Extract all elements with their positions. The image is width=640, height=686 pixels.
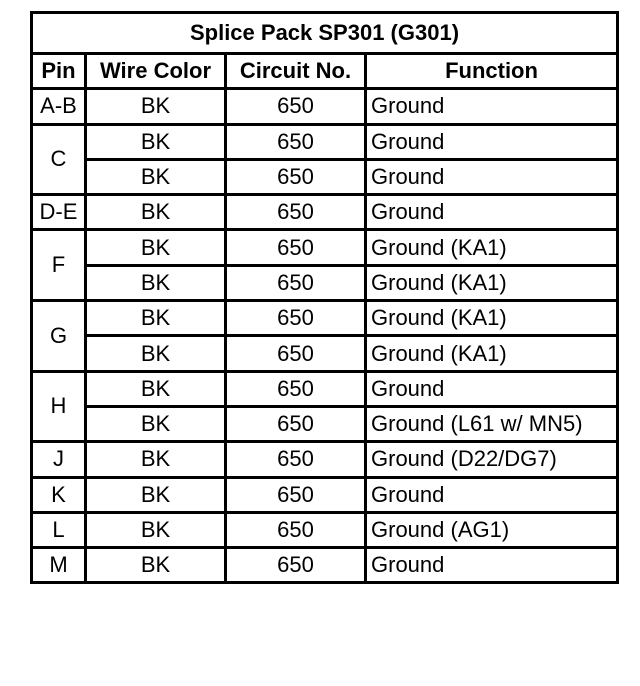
table-row — [32, 371, 618, 406]
table-row — [32, 406, 618, 441]
table-row — [32, 195, 618, 230]
wire-color-cell: BK — [86, 89, 226, 124]
circuit-cell: 650 — [226, 512, 366, 547]
function-cell: Ground (KA1) — [366, 336, 618, 371]
circuit-cell: 650 — [226, 442, 366, 477]
wire-color-cell: BK — [86, 512, 226, 547]
function-cell: Ground (L61 w/ MN5) — [366, 406, 618, 441]
header-row — [32, 54, 618, 89]
function-cell: Ground — [366, 371, 618, 406]
table-row — [32, 265, 618, 300]
circuit-cell: 650 — [226, 124, 366, 159]
wire-color-cell: BK — [86, 548, 226, 583]
table-title: Splice Pack SP301 (G301) — [32, 13, 618, 54]
header-function: Function — [366, 54, 618, 89]
wire-color-cell: BK — [86, 406, 226, 441]
circuit-cell: 650 — [226, 265, 366, 300]
pin-cell: F — [32, 230, 86, 301]
pin-cell: M — [32, 548, 86, 583]
table-row — [32, 124, 618, 159]
header-pin: Pin — [32, 54, 86, 89]
title-row — [32, 13, 618, 54]
table-body — [32, 89, 618, 583]
function-cell: Ground — [366, 548, 618, 583]
wire-color-cell: BK — [86, 195, 226, 230]
wire-color-cell: BK — [86, 442, 226, 477]
table-row — [32, 301, 618, 336]
circuit-cell: 650 — [226, 371, 366, 406]
pin-cell: C — [32, 124, 86, 195]
circuit-cell: 650 — [226, 301, 366, 336]
wire-color-cell: BK — [86, 477, 226, 512]
table-row — [32, 230, 618, 265]
pin-cell: D-E — [32, 195, 86, 230]
pin-cell: K — [32, 477, 86, 512]
function-cell: Ground — [366, 477, 618, 512]
function-cell: Ground (KA1) — [366, 265, 618, 300]
header-wire-color: Wire Color — [86, 54, 226, 89]
table-row — [32, 442, 618, 477]
function-cell: Ground — [366, 159, 618, 194]
pin-cell: J — [32, 442, 86, 477]
table-row — [32, 89, 618, 124]
circuit-cell: 650 — [226, 159, 366, 194]
wire-color-cell: BK — [86, 230, 226, 265]
pin-cell: G — [32, 301, 86, 372]
splice-pack-table — [30, 11, 619, 584]
function-cell: Ground (KA1) — [366, 301, 618, 336]
circuit-cell: 650 — [226, 406, 366, 441]
table-row — [32, 336, 618, 371]
function-cell: Ground (KA1) — [366, 230, 618, 265]
circuit-cell: 650 — [226, 548, 366, 583]
wire-color-cell: BK — [86, 336, 226, 371]
pin-cell: A-B — [32, 89, 86, 124]
wire-color-cell: BK — [86, 301, 226, 336]
circuit-cell: 650 — [226, 230, 366, 265]
function-cell: Ground (D22/DG7) — [366, 442, 618, 477]
table-row — [32, 477, 618, 512]
wire-color-cell: BK — [86, 371, 226, 406]
circuit-cell: 650 — [226, 89, 366, 124]
circuit-cell: 650 — [226, 195, 366, 230]
function-cell: Ground — [366, 124, 618, 159]
pin-cell: H — [32, 371, 86, 442]
wire-color-cell: BK — [86, 265, 226, 300]
function-cell: Ground — [366, 89, 618, 124]
wire-color-cell: BK — [86, 159, 226, 194]
circuit-cell: 650 — [226, 477, 366, 512]
circuit-cell: 650 — [226, 336, 366, 371]
function-cell: Ground (AG1) — [366, 512, 618, 547]
wire-color-cell: BK — [86, 124, 226, 159]
pin-cell: L — [32, 512, 86, 547]
table-row — [32, 159, 618, 194]
function-cell: Ground — [366, 195, 618, 230]
table-row — [32, 548, 618, 583]
header-circuit-no: Circuit No. — [226, 54, 366, 89]
table-row — [32, 512, 618, 547]
